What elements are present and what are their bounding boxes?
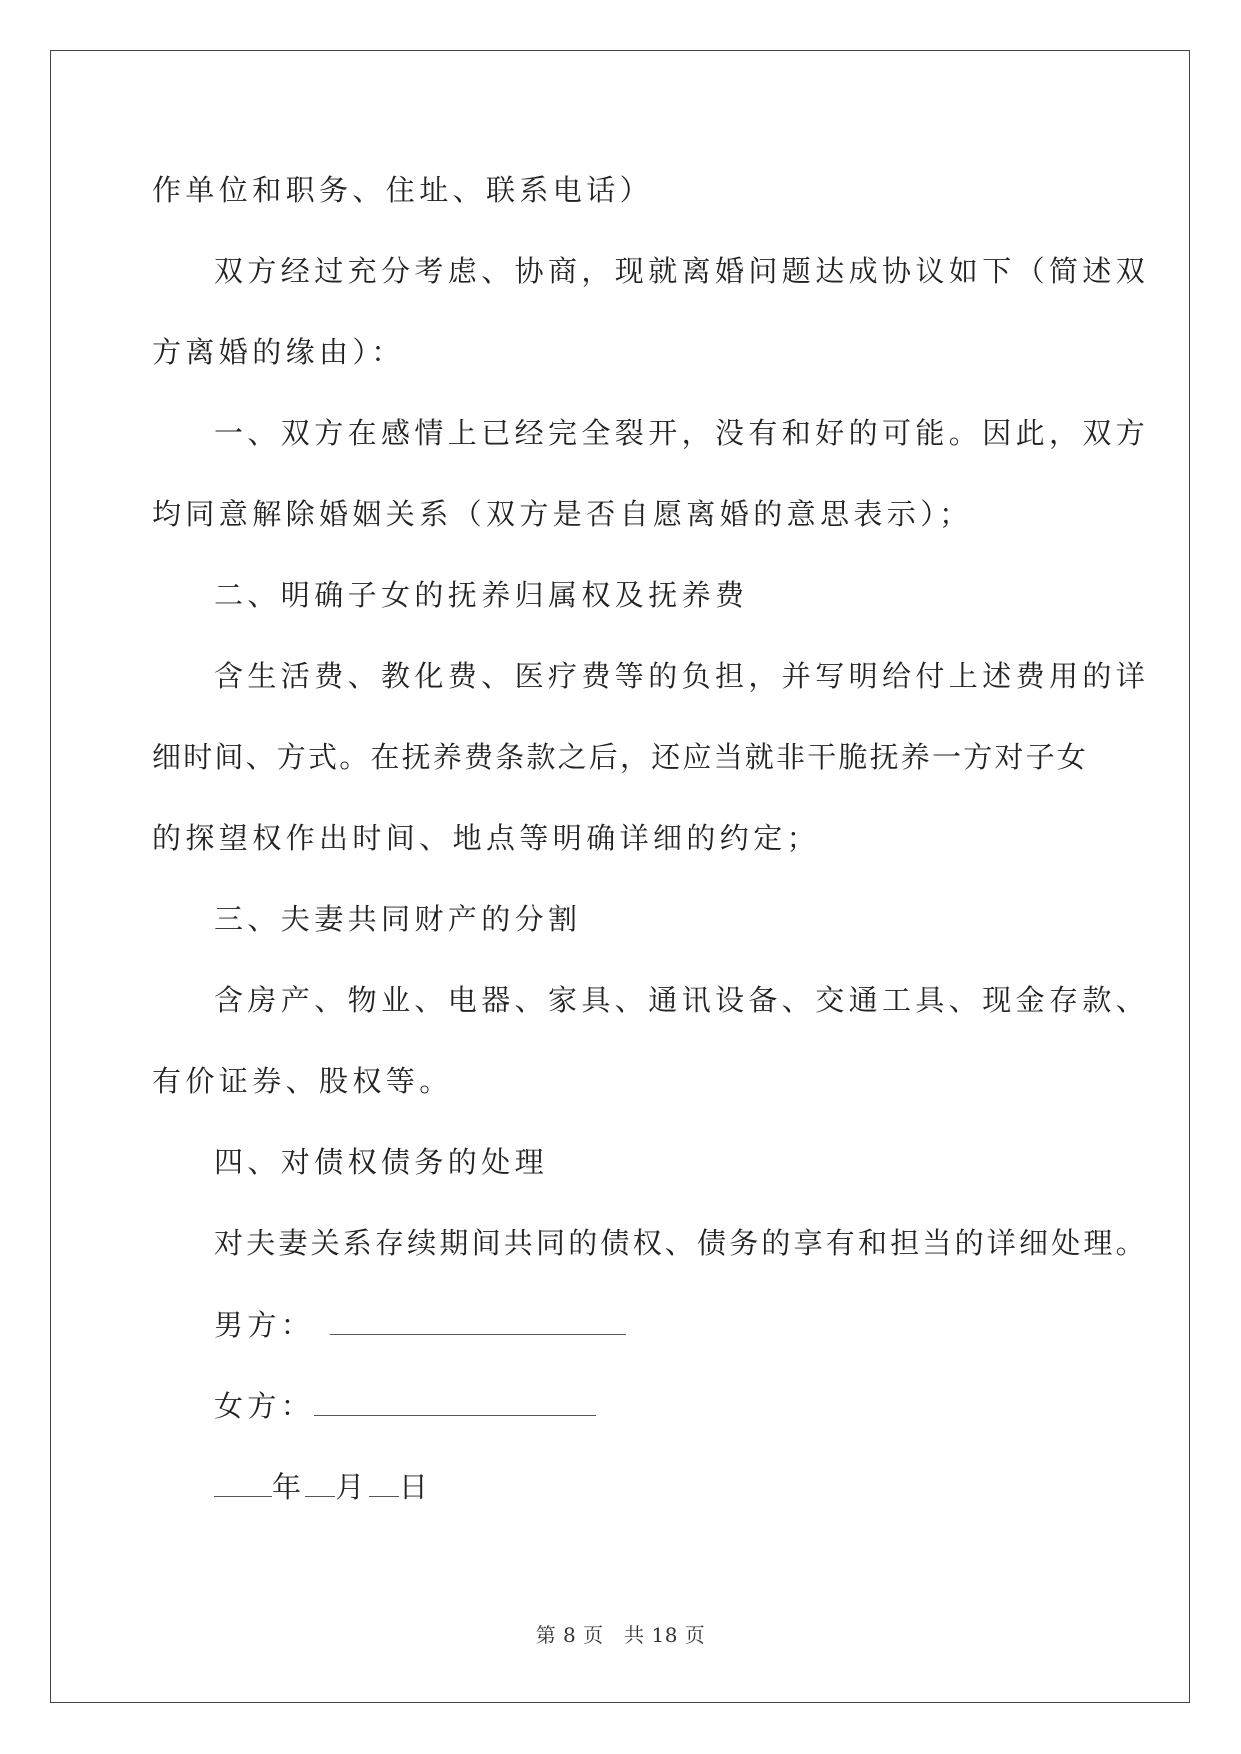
text-line: 含房产、物业、电器、家具、通讯设备、交通工具、现金存款、 <box>214 983 1150 1017</box>
text-line: 细时间、方式。在抚养费条款之后，还应当就非干脆抚养一方对子女 <box>152 740 1089 774</box>
text-line: 双方经过充分考虑、协商，现就离婚问题达成协议如下（简述双 <box>214 254 1150 288</box>
text-line: 一、双方在感情上已经完全裂开，没有和好的可能。因此，双方 <box>214 416 1150 450</box>
male-name-blank[interactable] <box>330 1310 626 1335</box>
female-label: 女方： <box>214 1389 315 1423</box>
text-line: 三、夫妻共同财产的分割 <box>214 902 582 936</box>
month-label: 月 <box>335 1470 369 1504</box>
page-footer: 第 8 页 共 18 页 <box>535 1623 706 1647</box>
text-line: 二、明确子女的抚养归属权及抚养费 <box>214 578 749 612</box>
year-label: 年 <box>272 1470 306 1504</box>
page-border <box>50 50 1190 1703</box>
text-line: 方离婚的缘由）： <box>152 335 405 369</box>
text-line: 有价证券、股权等。 <box>152 1064 453 1098</box>
male-signature-line <box>214 1307 626 1343</box>
text-line: 的探望权作出时间、地点等明确详细的约定； <box>152 821 821 855</box>
day-blank[interactable] <box>369 1472 399 1497</box>
male-label: 男方： <box>214 1308 315 1342</box>
female-name-blank[interactable] <box>314 1391 596 1416</box>
month-blank[interactable] <box>305 1472 335 1497</box>
year-blank[interactable] <box>214 1472 272 1497</box>
text-line: 作单位和职务、住址、联系电话） <box>152 173 654 207</box>
text-line: 对夫妻关系存续期间共同的债权、债务的享有和担当的详细处理。 <box>214 1226 1148 1260</box>
female-signature-line <box>214 1388 596 1424</box>
text-line: 含生活费、教化费、医疗费等的负担，并写明给付上述费用的详 <box>214 659 1150 693</box>
text-line: 均同意解除婚姻关系（双方是否自愿离婚的意思表示）； <box>152 497 973 531</box>
date-line <box>214 1469 432 1505</box>
day-label: 日 <box>398 1470 433 1504</box>
text-line: 四、对债权债务的处理 <box>214 1145 549 1179</box>
